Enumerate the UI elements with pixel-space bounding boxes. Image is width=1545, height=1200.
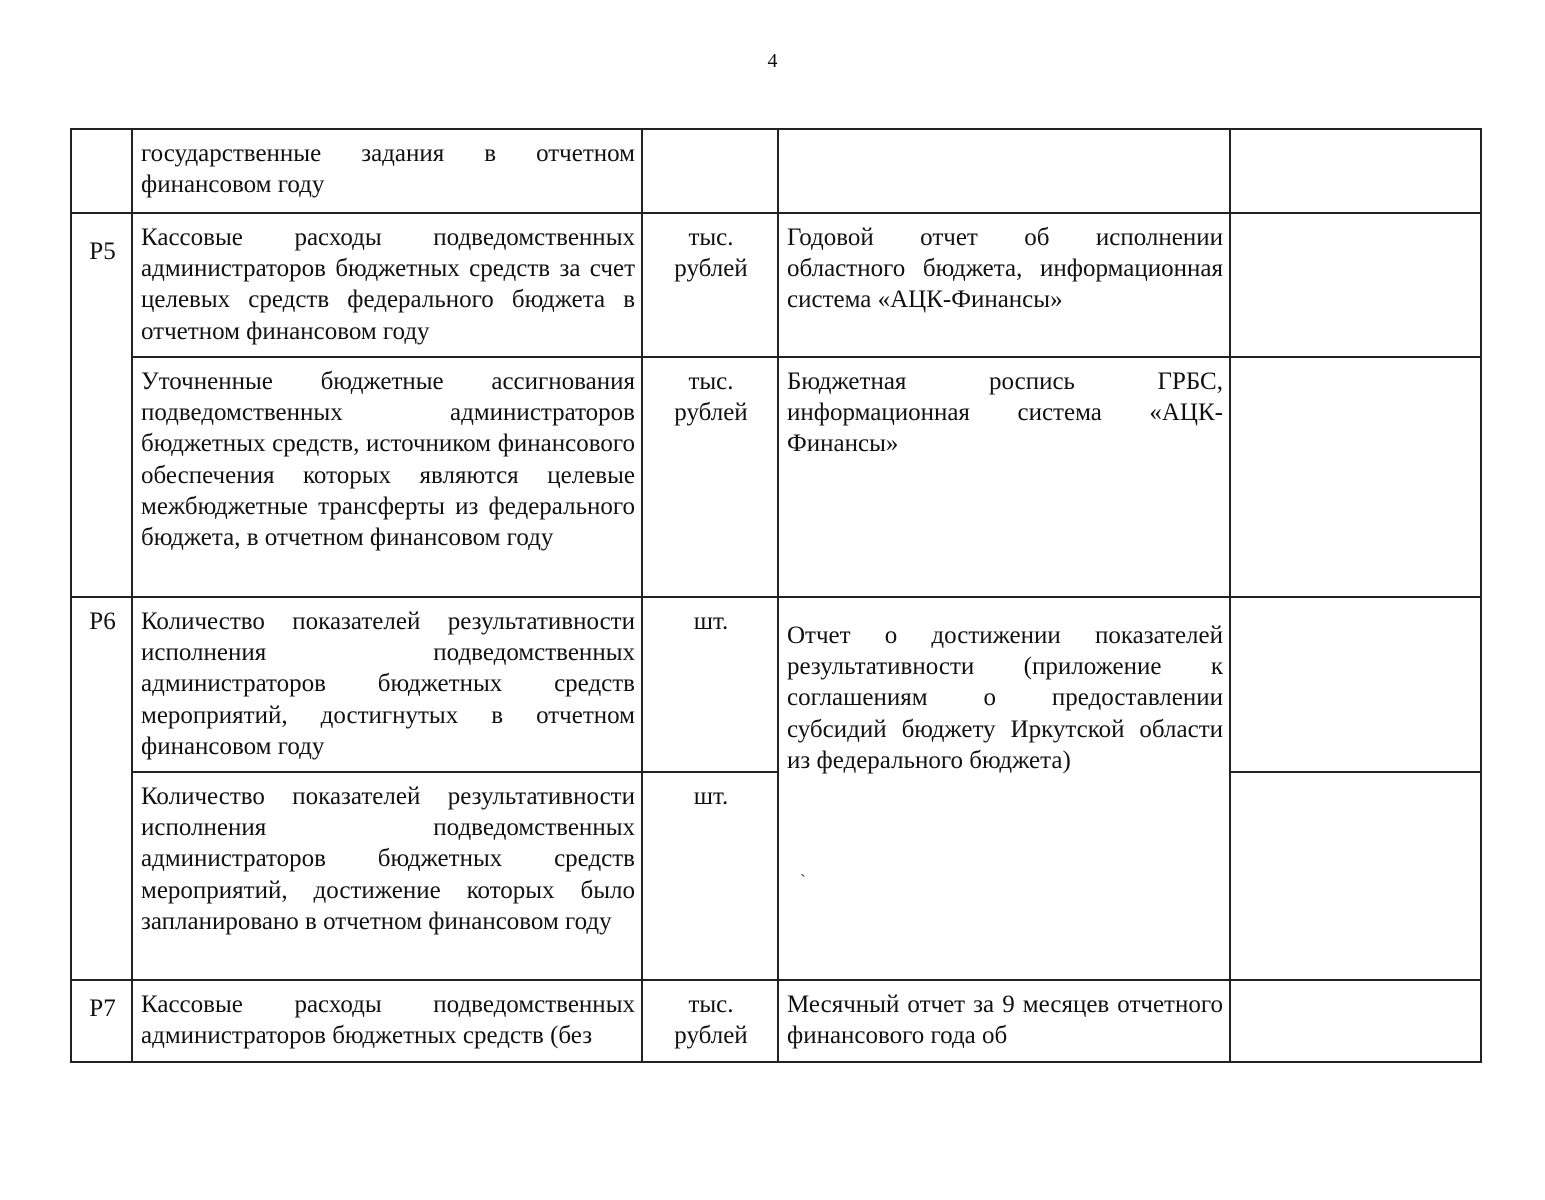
indicator-name-cell: Количество показателей результативности исполнения подведомственных администраторов бюджетных средств мероприятий, достигнутых в отчетном финансовом году (132, 597, 642, 772)
indicator-name-cell: Уточненные бюджетные ассигнования подведомственных администраторов бюджетных средств, источником финансового обеспечения которых являются целевые межбюджетные трансферты из федерального бюджета, в отчетном финансовом году (132, 357, 642, 597)
source-cell: Месячный отчет за 9 месяцев отчетного финансового года об (778, 980, 1230, 1062)
indicator-code-cell: Р6 (71, 597, 132, 980)
indicator-code-cell: Р7 (71, 980, 132, 1062)
indicators-table (70, 128, 1482, 1063)
empty-cell (1230, 213, 1481, 357)
empty-cell (1230, 980, 1481, 1062)
table-row (71, 772, 1481, 980)
page-number: 4 (767, 50, 778, 72)
unit-cell: шт. (642, 597, 778, 772)
table-row (71, 129, 1481, 213)
unit-cell (642, 129, 778, 213)
unit-cell: тыс. рублей (642, 213, 778, 357)
table-row (71, 213, 1481, 357)
source-cell (778, 129, 1230, 213)
unit-cell: тыс. рублей (642, 980, 778, 1062)
empty-cell (1230, 129, 1481, 213)
indicator-name-cell: Кассовые расходы подведомственных администраторов бюджетных средств за счет целевых средств федерального бюджета в отчетном финансовом году (132, 213, 642, 357)
unit-cell: тыс. рублей (642, 357, 778, 597)
indicator-name-cell: государственные задания в отчетном финансовом году (132, 129, 642, 213)
source-cell: Годовой отчет об исполнении областного бюджета, информационная система «АЦК-Финансы» (778, 213, 1230, 357)
empty-cell (1230, 357, 1481, 597)
scan-mark: ˏ (800, 857, 806, 877)
indicator-name-cell: Количество показателей результативности исполнения подведомственных администраторов бюджетных средств мероприятий, достижение которых было запланировано в отчетном финансовом году (132, 772, 642, 980)
source-cell: Бюджетная роспись ГРБС, информационная система «АЦК-Финансы» (778, 357, 1230, 597)
empty-cell (1230, 772, 1481, 980)
empty-cell (1230, 597, 1481, 772)
source-cell: Отчет о достижении показателей результативности (приложение к соглашениям о предоставлении субсидий бюджету Иркутской области из федерального бюджета) (778, 597, 1230, 980)
table-row (71, 980, 1481, 1062)
table-row (71, 597, 1481, 772)
table-row (71, 357, 1481, 597)
indicator-name-cell: Кассовые расходы подведомственных администраторов бюджетных средств (без (132, 980, 642, 1062)
unit-cell: шт. (642, 772, 778, 980)
indicator-code-cell (71, 129, 132, 213)
indicator-code-cell: Р5 (71, 213, 132, 597)
